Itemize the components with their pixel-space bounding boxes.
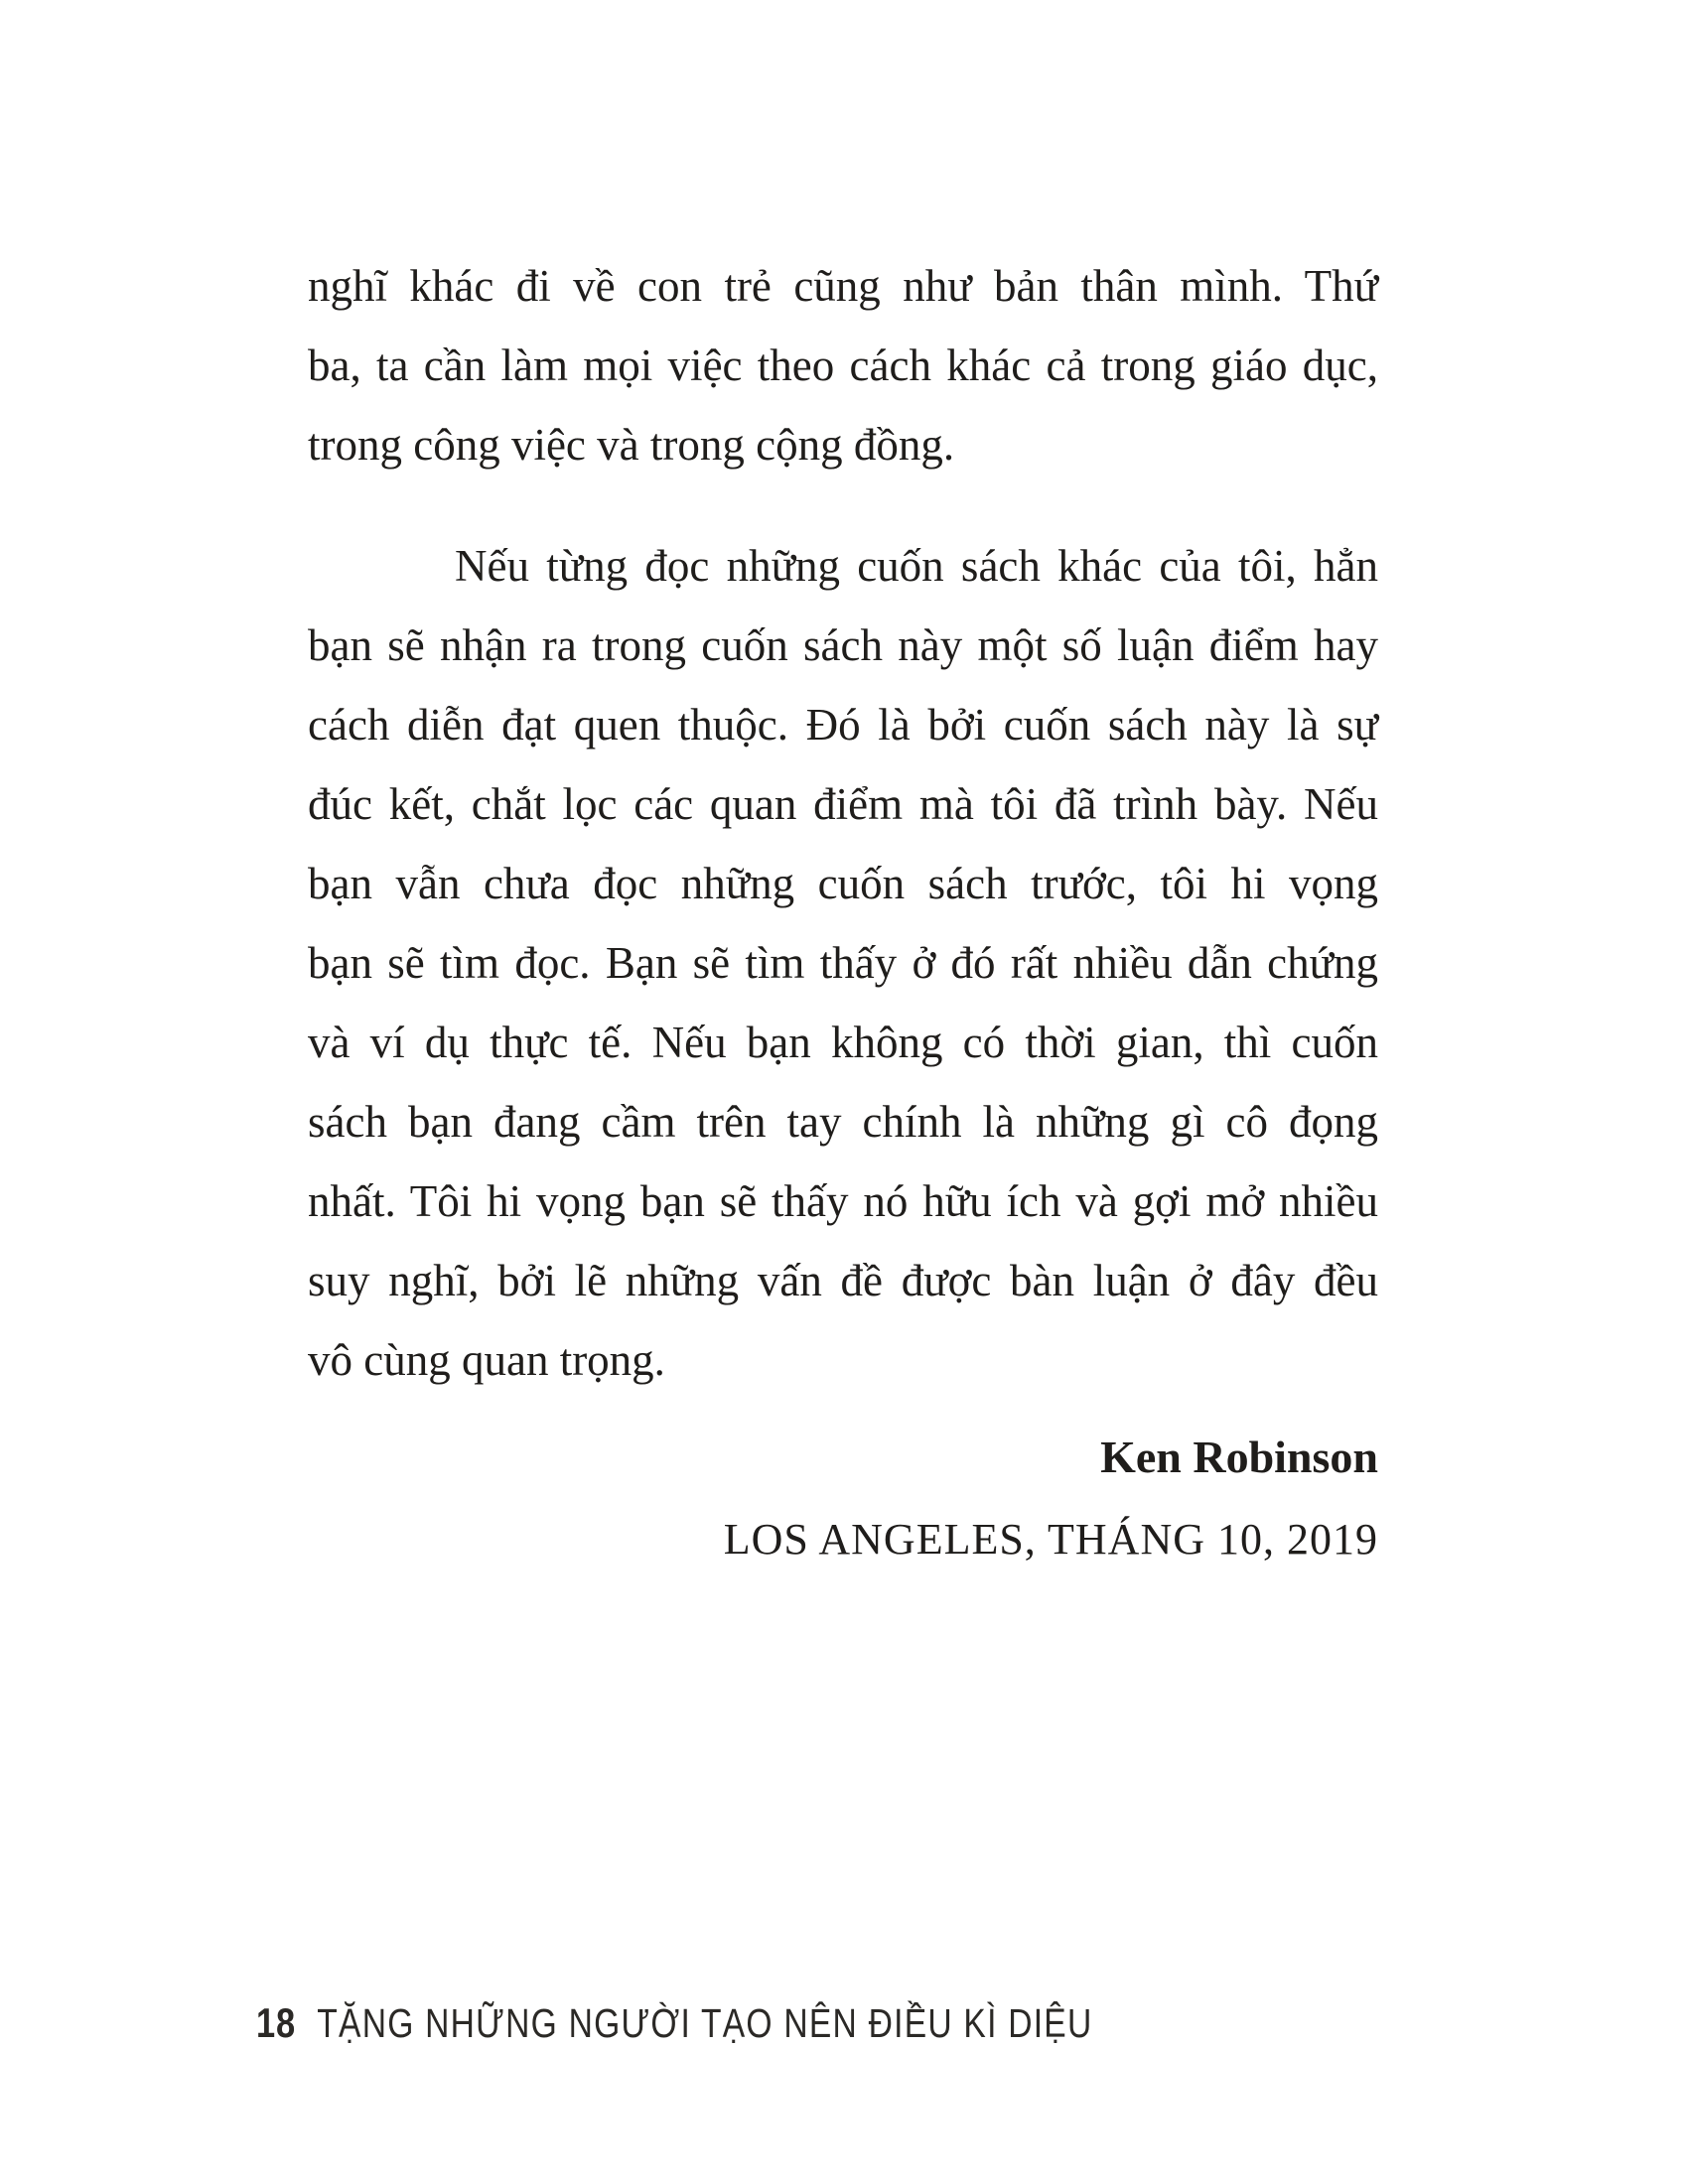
body-line: ba, ta cần làm mọi việc theo cách khác cả trong giáo dục, bbox=[308, 341, 1378, 390]
body-line: và ví dụ thực tế. Nếu bạn không có thời gian, thì cuốn bbox=[308, 1018, 1378, 1067]
author-signature: Ken Robinson bbox=[1100, 1432, 1378, 1482]
body-line: Nếu từng đọc những cuốn sách khác của tôi, hẳn bbox=[455, 541, 1378, 591]
body-line: cách diễn đạt quen thuộc. Đó là bởi cuốn sách này là sự bbox=[308, 700, 1378, 750]
body-line: đúc kết, chắt lọc các quan điểm mà tôi đã trình bày. Nếu bbox=[308, 779, 1378, 829]
body-line: suy nghĩ, bởi lẽ những vấn đề được bàn luận ở đây đều bbox=[308, 1256, 1378, 1305]
body-line: nghĩ khác đi về con trẻ cũng như bản thân mình. Thứ bbox=[308, 261, 1378, 311]
body-line: bạn sẽ tìm đọc. Bạn sẽ tìm thấy ở đó rất nhiều dẫn chứng bbox=[308, 938, 1378, 988]
body-text-block bbox=[308, 246, 1378, 1567]
body-line: sách bạn đang cầm trên tay chính là những gì cô đọng bbox=[308, 1097, 1378, 1147]
body-line: bạn sẽ nhận ra trong cuốn sách này một số luận điểm hay bbox=[308, 620, 1378, 670]
running-title: TẶNG NHỮNG NGƯỜI TẠO NÊN ĐIỀU KÌ DIỆU bbox=[317, 2000, 1093, 2046]
page-footer bbox=[256, 1999, 1092, 2047]
body-line: trong công việc và trong cộng đồng. bbox=[308, 420, 955, 470]
body-line: bạn vẫn chưa đọc những cuốn sách trước, tôi hi vọng bbox=[308, 859, 1378, 908]
place-date-line: LOS ANGELES, THÁNG 10, 2019 bbox=[723, 1515, 1378, 1564]
page-number: 18 bbox=[256, 1999, 296, 2046]
body-line: vô cùng quan trọng. bbox=[308, 1335, 665, 1385]
body-line: nhất. Tôi hi vọng bạn sẽ thấy nó hữu ích và gợi mở nhiều bbox=[308, 1176, 1378, 1226]
